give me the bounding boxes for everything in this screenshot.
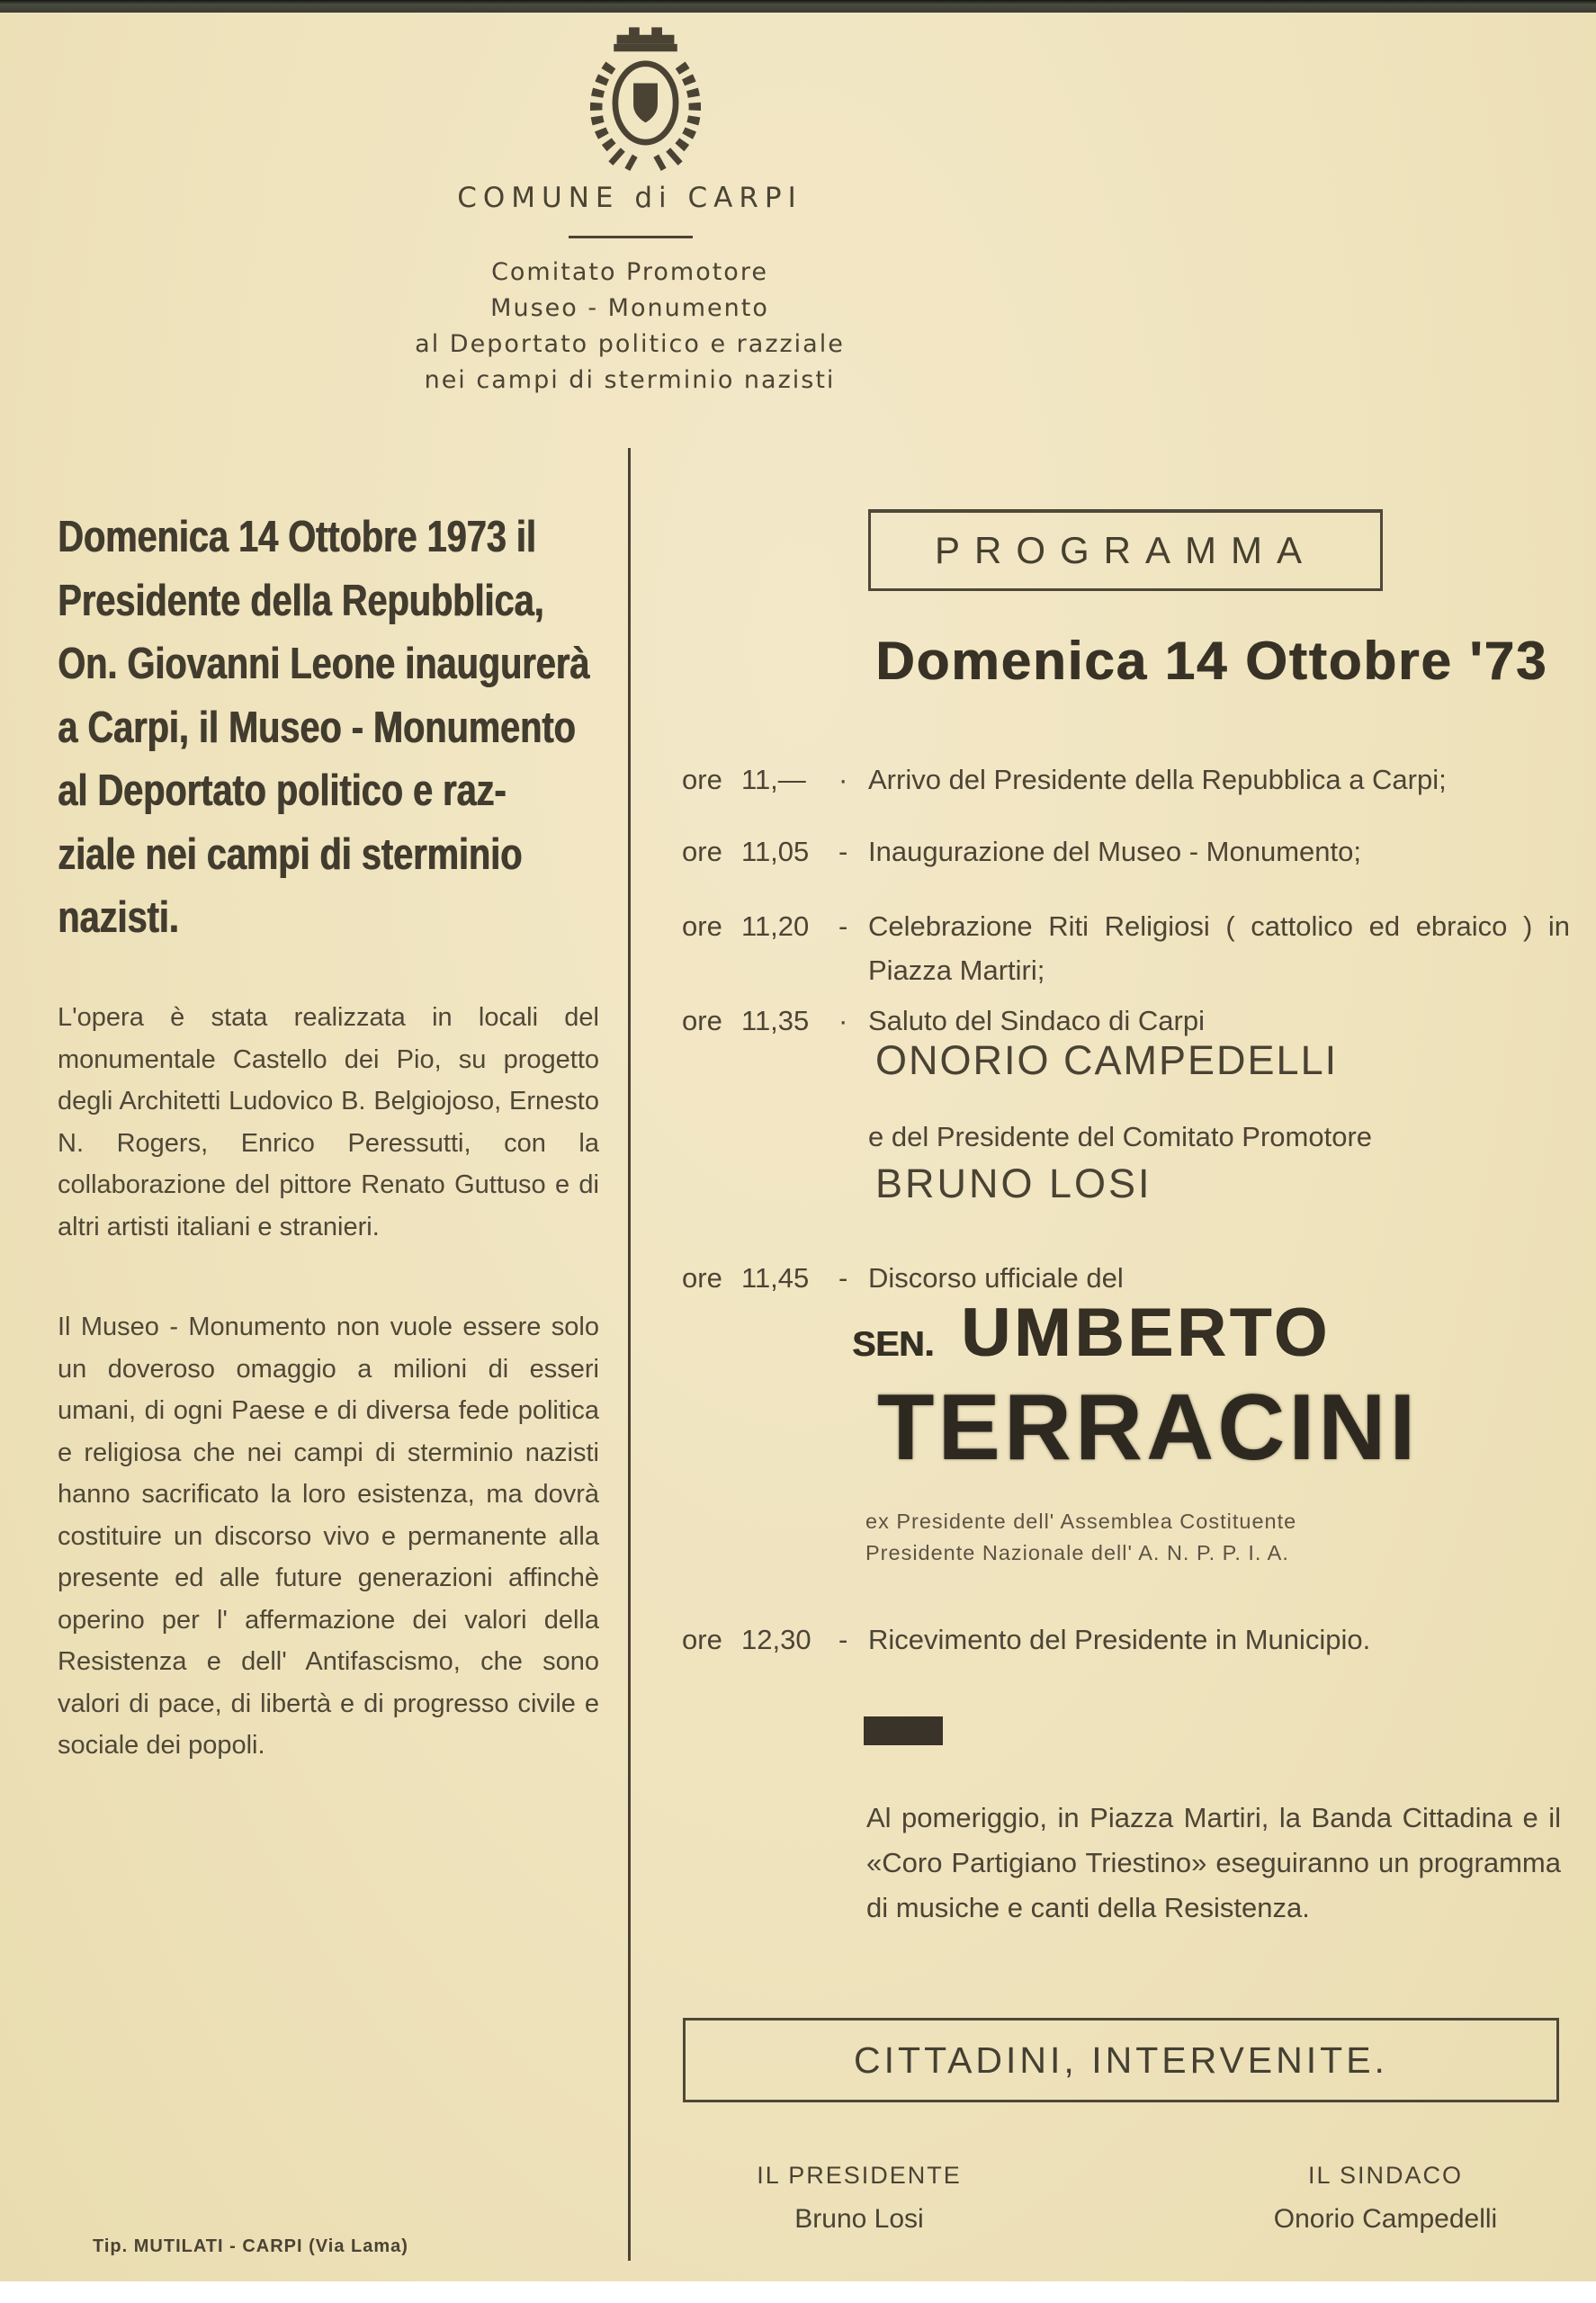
signature-role: IL PRESIDENTE [757, 2162, 962, 2189]
committee-line: al Deportato politico e razziale [415, 330, 845, 358]
committee-line: Comitato Promotore [491, 258, 768, 286]
schedule-item [666, 1617, 1583, 1662]
program-title-box [868, 509, 1383, 591]
schedule-item [666, 999, 1583, 1043]
section-divider-bar [864, 1716, 943, 1745]
call-to-action-box [683, 2018, 1559, 2102]
schedule-time: 11,— [741, 764, 806, 795]
schedule-text: Discorso ufficiale del [868, 1262, 1124, 1294]
promoter-intro: e del Presidente del Comitato Promotore [868, 1121, 1373, 1152]
headline-line: On. Giovanni Leone inaugurerà [58, 640, 590, 688]
schedule-time: 12,30 [741, 1624, 811, 1655]
headline-line: Domenica 14 Ottobre 1973 il [58, 513, 536, 561]
schedule-time: 11,45 [741, 1262, 810, 1294]
column-divider [628, 448, 631, 2261]
schedule-separator: - [838, 1262, 848, 1294]
schedule-separator: · [838, 1005, 848, 1036]
program-column [666, 0, 1583, 2303]
schedule-text: Arrivo del Presidente della Repubblica a Carpi; [868, 764, 1447, 795]
speaker-credential: Presidente Nazionale dell' A. N. P. P. I. A. [865, 1541, 1289, 1564]
mayor-name: ONORIO CAMPEDELLI [875, 1037, 1339, 1083]
schedule-hour-label: ore [682, 1624, 722, 1655]
signature-president [742, 2162, 976, 2235]
printer-imprint: Tip. MUTILATI - CARPI (Via Lama) [93, 2236, 408, 2256]
schedule-text: Celebrazione Riti Religiosi ( cattolico ed ebraico ) in Piazza Martiri; [868, 910, 1570, 986]
schedule-separator: - [838, 836, 848, 867]
call-to-action-text: CITTADINI, INTERVENITE. [854, 2039, 1388, 2081]
schedule-text: Ricevimento del Presidente in Municipio. [868, 1624, 1371, 1655]
announcement-headline [58, 506, 612, 950]
speaker-first-name: UMBERTO [961, 1295, 1331, 1371]
headline-line: al Deportato politico e raz- [58, 766, 507, 815]
municipality-title: COMUNE di CARPI [457, 182, 802, 214]
committee-line: Museo - Monumento [490, 294, 769, 322]
schedule-time: 11,20 [741, 910, 810, 942]
signature-name: Onorio Campedelli [1273, 2204, 1498, 2234]
signature-role: IL SINDACO [1307, 2162, 1464, 2189]
schedule-hour-label: ore [682, 1005, 722, 1036]
headline-line: nazisti. [58, 893, 179, 942]
speaker-title: SEN. [852, 1325, 935, 1364]
schedule-time: 11,05 [741, 836, 810, 867]
schedule-hour-label: ore [682, 764, 722, 795]
speaker-name-line [852, 1294, 1331, 1372]
committee-president-name: BRUNO LOSI [875, 1160, 1152, 1206]
schedule-time: 11,35 [741, 1005, 810, 1036]
schedule-text: Inaugurazione del Museo - Monumento; [868, 836, 1361, 867]
headline-line: a Carpi, il Museo - Monumento [58, 703, 576, 752]
schedule-item [666, 829, 1583, 874]
signature-mayor [1251, 2162, 1520, 2235]
schedule-text: Saluto del Sindaco di Carpi [868, 1005, 1205, 1036]
scan-edge-bottom [0, 2281, 1596, 2303]
schedule-separator: · [838, 764, 848, 795]
schedule-item [666, 904, 1583, 992]
committee-line: nei campi di sterminio nazisti [424, 366, 836, 394]
afternoon-note: Al pomeriggio, in Piazza Martiri, la Banda Cittadina e il «Coro Partigiano Triestino» eseguiranno un programma di musiche e canti della Resistenza. [866, 1802, 1561, 1923]
speaker-credential: ex Presidente dell' Assemblea Costituente [865, 1510, 1297, 1533]
schedule-separator: - [838, 1624, 848, 1655]
headline-line: ziale nei campi di sterminio [58, 829, 523, 879]
schedule-item [666, 757, 1583, 802]
program-date-heading: Domenica 14 Ottobre '73 [875, 631, 1548, 691]
schedule-hour-label: ore [682, 1262, 722, 1294]
body-paragraph: Il Museo - Monumento non vuole essere solo un doveroso omaggio a milioni di esseri umani, di ogni Paese e di diversa fede politica e religiosa che nei campi di sterminio nazisti hanno sacrificato la loro esistenza, ma dovrà costituire un discorso vivo e permanente alla presente ed alle future generazioni affinchè operino per l' affermazione dei valori della Resistenza e dell' Antifascismo, che sono valori di pace, di libertà e di progresso civile e sociale dei popoli. [58, 1313, 599, 1760]
speaker-last-name: TERRACINI [877, 1376, 1420, 1480]
signature-name: Bruno Losi [794, 2204, 924, 2234]
schedule-hour-label: ore [682, 910, 722, 942]
schedule-hour-label: ore [682, 836, 722, 867]
program-title: PROGRAMMA [934, 529, 1316, 571]
schedule-separator: - [838, 910, 848, 942]
headline-line: Presidente della Repubblica, [58, 576, 544, 625]
body-paragraph: L'opera è stata realizzata in locali del monumentale Castello dei Pio, su progetto degli Architetti Ludovico B. Belgiojoso, Ernesto N. Rogers, Enrico Peressutti, con la collaborazione del pittore Renato Guttuso e di altri artisti italiani e stranieri. [58, 1003, 599, 1241]
